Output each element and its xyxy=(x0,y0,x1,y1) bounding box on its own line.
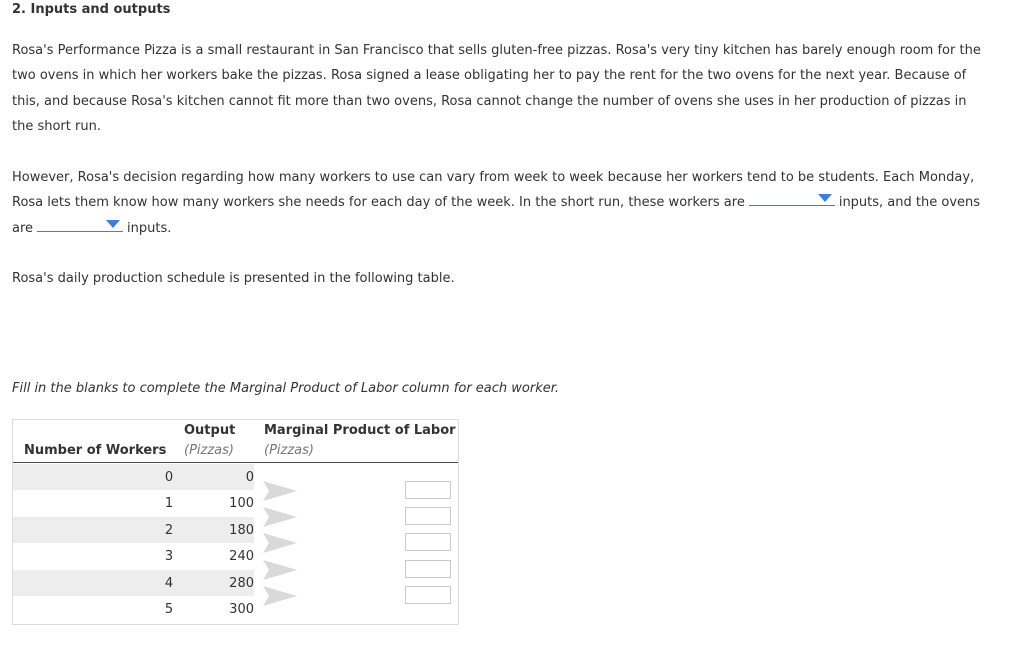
arrow-right-icon xyxy=(263,586,297,606)
production-table xyxy=(12,419,459,625)
output-cell: 300 xyxy=(229,602,254,617)
paragraph-inputs-text-1: However, Rosa's decision regarding how many workers to use can vary from week to week because her workers tend to be students. Each Monday, Rosa lets them know how many workers she needs for each day of the week. In the short run, these workers are xyxy=(12,170,975,211)
header-workers: Number of Workers xyxy=(24,443,167,458)
workers-input-type-dropdown[interactable] xyxy=(749,190,835,206)
ovens-input-type-dropdown[interactable] xyxy=(37,216,123,232)
paragraph-inputs-text-3: inputs. xyxy=(127,220,172,236)
paragraph-inputs xyxy=(12,165,987,241)
header-output-unit: (Pizzas) xyxy=(184,443,234,458)
output-cell: 280 xyxy=(229,576,254,591)
header-output: Output xyxy=(184,423,236,438)
table-row xyxy=(13,596,254,622)
output-cell: 0 xyxy=(245,470,254,485)
output-cell: 180 xyxy=(229,523,254,538)
table-row xyxy=(13,490,254,516)
header-mpl-unit: (Pizzas) xyxy=(264,443,314,458)
table-row xyxy=(13,570,254,596)
mpl-input-worker-4[interactable] xyxy=(405,560,451,578)
table-row xyxy=(13,464,254,490)
header-divider xyxy=(13,462,458,463)
workers-cell: 2 xyxy=(164,523,174,538)
workers-cell: 4 xyxy=(164,576,174,591)
workers-cell: 3 xyxy=(164,549,174,564)
arrow-right-icon xyxy=(263,481,297,501)
mpl-input-worker-3[interactable] xyxy=(405,533,451,551)
paragraph-inputs-text-2: inputs, and the ovens are xyxy=(12,195,981,236)
mpl-input-worker-1[interactable] xyxy=(405,481,451,499)
paragraph-intro: Rosa's Performance Pizza is a small restaurant in San Francisco that sells gluten-free pizzas. Rosa's very tiny kitchen has barely enough room for the two ovens in which her workers bake the pizzas. Rosa signed a lease obligating her to pay the rent for the two ovens for the next year. Because of this, and because Rosa's kitchen cannot fit more than two ovens, Rosa cannot change the number of ovens she uses in her production of pizzas in the short run. xyxy=(12,43,981,134)
chevron-down-icon xyxy=(106,220,120,228)
output-cell: 240 xyxy=(229,549,254,564)
arrow-right-icon xyxy=(263,560,297,580)
table-row xyxy=(13,517,254,543)
table-row xyxy=(13,543,254,569)
workers-cell: 5 xyxy=(164,602,174,617)
workers-cell: 0 xyxy=(164,470,174,485)
mpl-input-worker-5[interactable] xyxy=(405,586,451,604)
arrow-right-icon xyxy=(263,533,297,553)
chevron-down-icon xyxy=(818,194,832,202)
table-instruction: Fill in the blanks to complete the Marginal Product of Labor column for each worker. xyxy=(12,381,560,396)
output-cell: 100 xyxy=(229,496,254,511)
mpl-input-worker-2[interactable] xyxy=(405,507,451,525)
paragraph-schedule: Rosa's daily production schedule is presented in the following table. xyxy=(12,271,455,286)
question-heading: 2. Inputs and outputs xyxy=(12,2,171,17)
workers-cell: 1 xyxy=(164,496,174,511)
header-mpl: Marginal Product of Labor xyxy=(264,423,456,438)
arrow-right-icon xyxy=(263,507,297,527)
